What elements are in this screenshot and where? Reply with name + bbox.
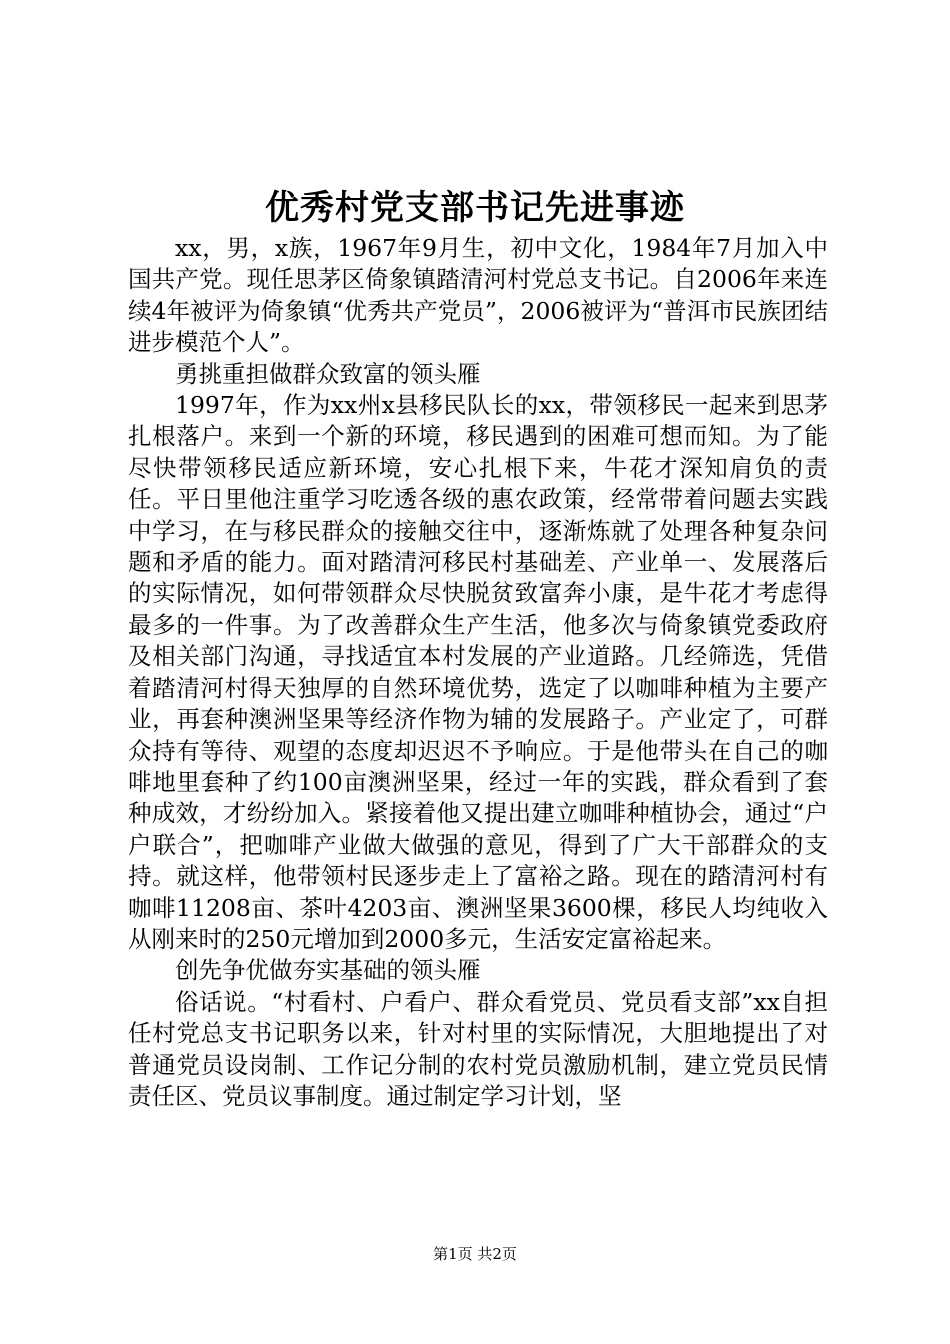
paragraph-intro: xx，男，x族，1967年9月生，初中文化，1984年7月加入中国共产党。现任思茅区倚象镇踏清河村党总支书记。自2006年来连续4年被评为倚象镇“优秀共产党员”，2006被评为“普洱市民族团结进步模范个人”。 [128, 234, 828, 357]
paragraph-section-2: 俗话说。“村看村、户看户、群众看党员、党员看支部”xx自担任村党总支书记职务以来，针对村里的实际情况，大胆地提出了对普通党员设岗制、工作记分制的农村党员激励机制，建立党员民情责任区、党员议事制度。通过制定学习计划，坚 [128, 987, 828, 1110]
page-title: 优秀村党支部书记先进事迹 [265, 188, 685, 228]
document-body [128, 233, 828, 1112]
page-footer: 第1页 共2页 [433, 1245, 517, 1263]
section-heading-2: 创先争优做夯实基础的领头雁 [175, 956, 481, 985]
paragraph-section-1: 1997年，作为xx州x县移民队长的xx，带领移民一起来到思茅扎根落户。来到一个新的环境，移民遇到的困难可想而知。为了能尽快带领移民适应新环境，安心扎根下来，牛花才深知肩负的责任。平日里他注重学习吃透各级的惠农政策，经常带着问题去实践中学习，在与移民群众的接触交往中，逐渐炼就了处理各种复杂问题和矛盾的能力。面对踏清河移民村基础差、产业单一、发展落后的实际情况，如何带领群众尽快脱贫致富奔小康，是牛花才考虑得最多的一件事。为了改善群众生产生活，他多次与倚象镇党委政府及相关部门沟通，寻找适宜本村发展的产业道路。几经筛选，凭借着踏清河村得天独厚的自然环境优势，选定了以咖啡种植为主要产业，再套种澳洲坚果等经济作物为辅的发展路子。产业定了，可群众持有等待、观望的态度却迟迟不予响应。于是他带头在自己的咖啡地里套种了约100亩澳洲坚果，经过一年的实践，群众看到了套种成效，才纷纷加入。紧接着他又提出建立咖啡种植协会，通过“户户联合”，把咖啡产业做大做强的意见，得到了广大干部群众的支持。就这样，他带领村民逐步走上了富裕之路。现在的踏清河村有咖啡11208亩、茶叶4203亩、澳洲坚果3600棵，移民人均纯收入从刚来时的250元增加到2000多元，生活安定富裕起来。 [128, 391, 828, 953]
section-heading-1: 勇挑重担做群众致富的领头雁 [175, 359, 481, 388]
